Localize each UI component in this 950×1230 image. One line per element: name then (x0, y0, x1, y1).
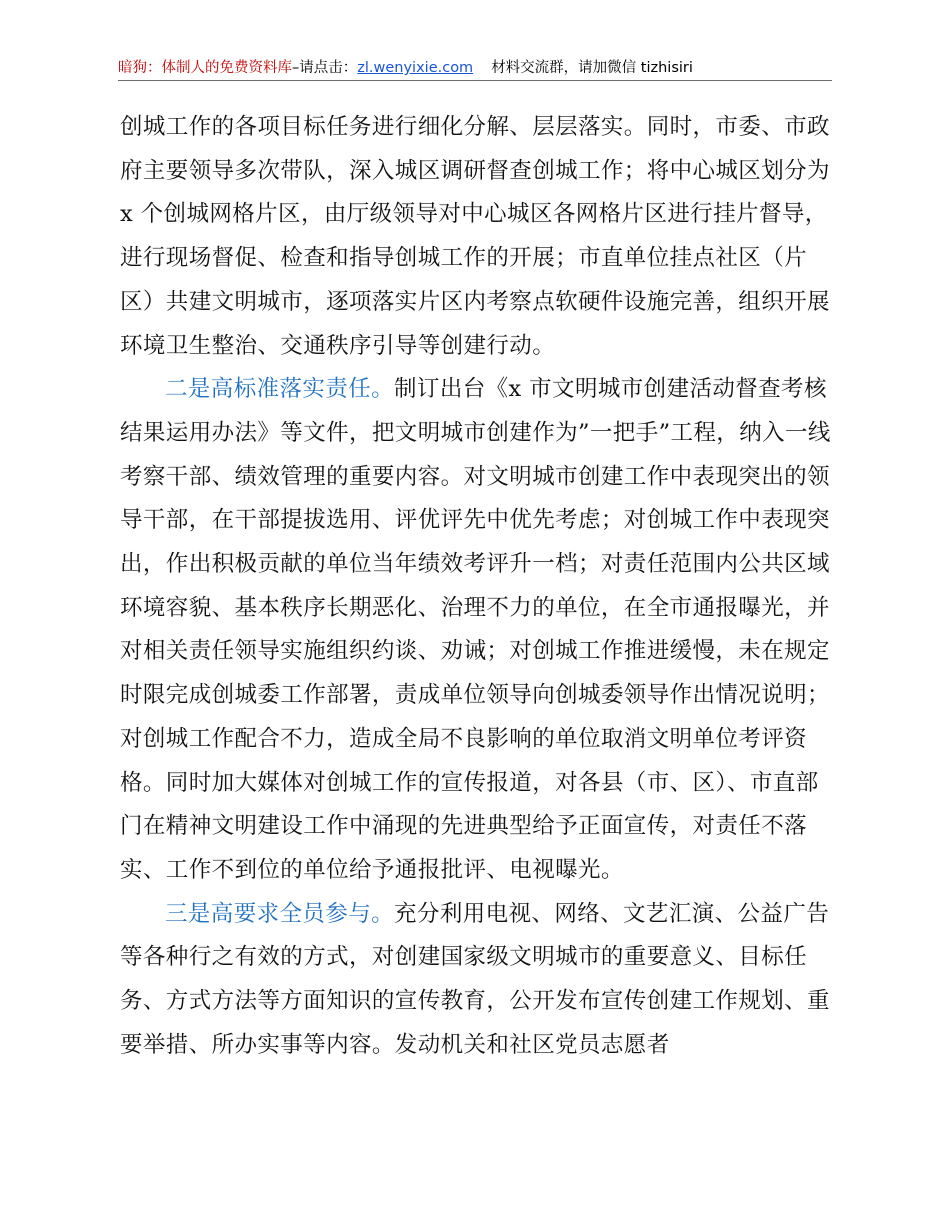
paragraph-text: 充分利用电视、网络、文艺汇演、公益广告等各种行之有效的方式，对创建国家级文明城市的重要意义、目标任务、方式方法等方面知识的宣传教育，公开发布宣传创建工作规划、重要举措、所办实事等内容。发动机关和社区党员志愿者 (120, 900, 830, 1058)
paragraph-text: 制订出台《x 市文明城市创建活动督查考核结果运用办法》等文件，把文明城市创建作为”一把手”工程，纳入一线考察干部、绩效管理的重要内容。对文明城市创建工作中表现突出的领导干部，在干部提拔选用、评优评先中优先考虑；对创城工作中表现突出，作出积极贡献的单位当年绩效考评升一档；对责任范围内公共区域环境容貌、基本秩序长期恶化、治理不力的单位，在全市通报曝光，并对相关责任领导实施组织约谈、劝诫；对创城工作推进缓慢，未在规定时限完成创城委工作部署，责成单位领导向创城委领导作出情况说明；对创城工作配合不力，造成全局不良影响的单位取消文明单位考评资格。同时加大媒体对创城工作的宣传报道，对各县（市、区）、市直部门在精神文明建设工作中涌现的先进典型给予正面宣传，对责任不落实、工作不到位的单位给予通报批评、电视曝光。 (120, 376, 831, 883)
header-link[interactable]: zl.wenyixie.com (357, 60, 474, 76)
header-prompt: –请点击： (292, 60, 358, 76)
header-note: 材料交流群，请加微信 tizhisiri (491, 60, 693, 76)
page-header (118, 56, 832, 80)
paragraph-lead: 二是高标准落实责任。 (165, 376, 395, 403)
paragraph-continuation (120, 106, 840, 368)
paragraph-text: 创城工作的各项目标任务进行细化分解、层层落实。同时，市委、市政府主要领导多次带队，深入城区调研督查创城工作；将中心城区划分为 x 个创城网格片区，由厅级领导对中心城区各网格片区进行挂片督导，进行现场督促、检查和指导创城工作的开展；市直单位挂点社区（片区）共建文明城市，逐项落实片区内考察点软硬件设施完善，组织开展环境卫生整治、交通秩序引导等创建行动。 (120, 114, 830, 359)
header-divider (118, 80, 832, 81)
header-brand: 暗狗：体制人的免费资料库 (118, 60, 292, 76)
paragraph-responsibility (120, 368, 840, 892)
paragraph-lead: 三是高要求全员参与。 (165, 900, 395, 927)
document-body (120, 106, 840, 1067)
paragraph-participation (120, 893, 840, 1068)
